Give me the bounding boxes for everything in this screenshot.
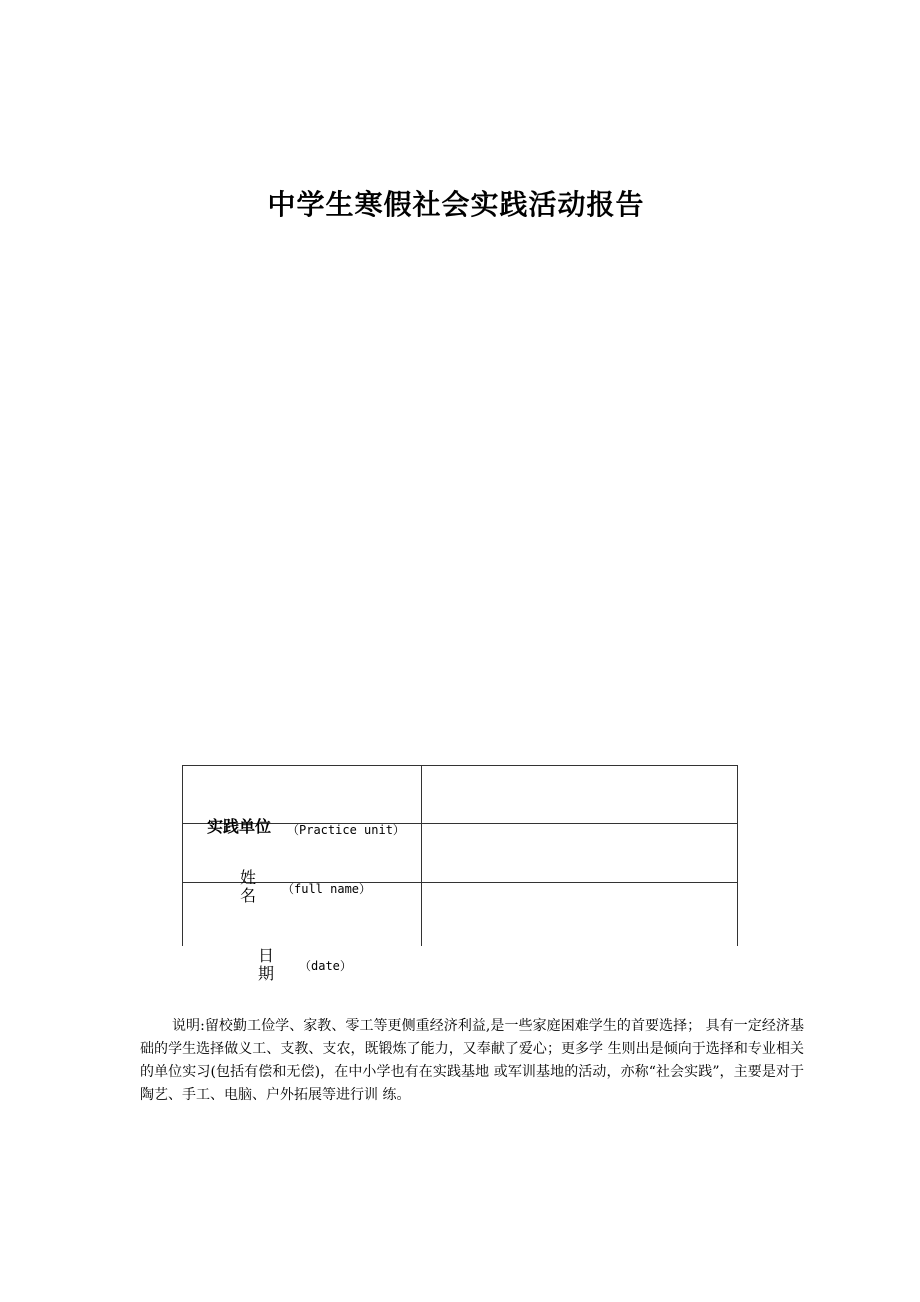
date-char-2: 期	[257, 964, 274, 984]
document-title: 中学生寒假社会实践活动报告	[267, 188, 645, 221]
practice-unit-label-en: （Practice unit）	[287, 822, 405, 837]
full-name-char-2: 名	[239, 886, 256, 905]
practice-unit-label-cell	[183, 766, 422, 837]
date-char-1: 日	[257, 946, 274, 966]
form-row-practice-unit	[183, 766, 738, 824]
practice-unit-label-cn: 实践单位	[207, 816, 272, 836]
date-label-cn	[257, 947, 275, 983]
explanation-note: 说明:留校勤工俭学、家教、零工等更侧重经济利益,是一些家庭困难学生的首要选择； 具有一定经济基础的学生选择做义工、支教、支农，既锻炼了能力，又奉献了爱心；更多学 生则出是倾向于选择和专业相关的单位实习(包括有偿和无偿)，在中小学也有在实践基地 或军训基地的活动，亦称“社会实践”，主要是对于陶艺、手工、电脑、户外拓展等进行训 练。	[140, 1018, 804, 1103]
info-form-table	[182, 765, 738, 984]
form-row-date	[183, 883, 738, 946]
full-name-label-cn	[239, 869, 257, 905]
full-name-value-cell[interactable]	[422, 824, 738, 883]
practice-unit-value-cell[interactable]	[422, 766, 738, 824]
date-value-cell[interactable]	[422, 883, 738, 946]
full-name-label-en: （full name）	[282, 882, 372, 896]
date-label-en: （date）	[299, 959, 352, 974]
full-name-char-1: 姓	[239, 868, 256, 887]
